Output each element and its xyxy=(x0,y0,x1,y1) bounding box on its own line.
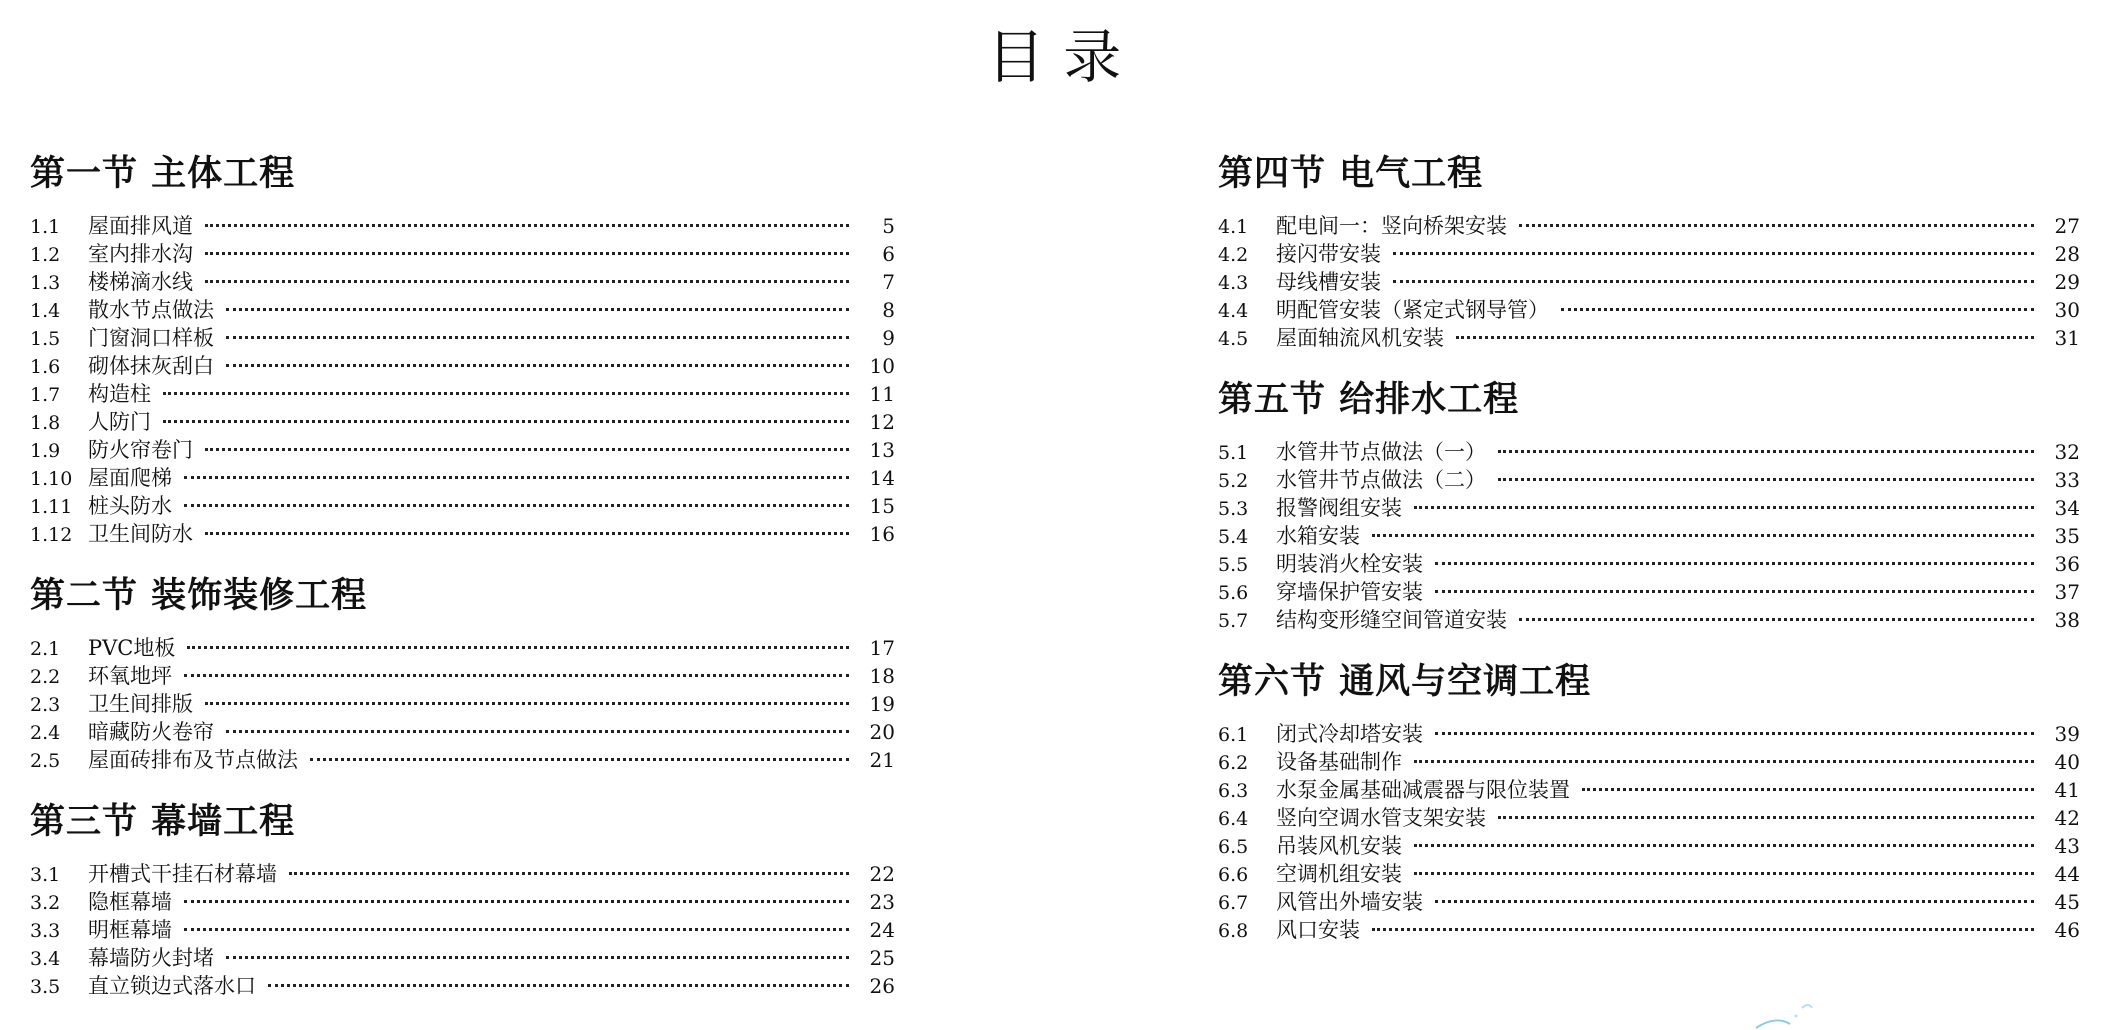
toc-entry[interactable] xyxy=(30,436,895,464)
entry-page-number: 25 xyxy=(869,946,895,970)
toc-entry[interactable] xyxy=(1218,916,2080,944)
toc-entry[interactable] xyxy=(1218,268,2080,296)
entry-title: 风管出外墙安装 xyxy=(1276,890,1423,914)
dot-leader xyxy=(1435,732,2034,735)
toc-entry[interactable] xyxy=(30,520,895,548)
entry-page-number: 32 xyxy=(2054,440,2080,464)
entry-number: 1.12 xyxy=(30,524,73,546)
entry-page-number: 12 xyxy=(869,410,895,434)
dot-leader xyxy=(226,364,849,367)
toc-entry-list xyxy=(1218,438,2080,634)
leaf-decoration-icon xyxy=(1750,998,1820,1030)
toc-entry[interactable] xyxy=(30,916,895,944)
toc-entry[interactable] xyxy=(1218,720,2080,748)
dot-leader xyxy=(226,730,849,733)
toc-entry-list xyxy=(30,634,895,774)
entry-page-number: 24 xyxy=(869,918,895,942)
entry-number: 5.2 xyxy=(1218,470,1249,492)
entry-title: 桩头防水 xyxy=(88,494,172,518)
entry-page-number: 30 xyxy=(2054,298,2080,322)
entry-page-number: 8 xyxy=(882,298,895,322)
entry-page-number: 14 xyxy=(869,466,895,490)
entry-title: 穿墙保护管安装 xyxy=(1276,580,1423,604)
dot-leader xyxy=(205,532,849,535)
toc-entry[interactable] xyxy=(30,352,895,380)
entry-title: 门窗洞口样板 xyxy=(88,326,214,350)
toc-entry[interactable] xyxy=(1218,466,2080,494)
entry-page-number: 41 xyxy=(2054,778,2080,802)
entry-page-number: 17 xyxy=(869,636,895,660)
entry-page-number: 45 xyxy=(2054,890,2080,914)
toc-entry[interactable] xyxy=(30,944,895,972)
dot-leader xyxy=(226,336,849,339)
toc-entry[interactable] xyxy=(30,888,895,916)
entry-number: 6.6 xyxy=(1218,864,1249,886)
entry-number: 1.5 xyxy=(30,328,61,350)
toc-entry[interactable] xyxy=(1218,860,2080,888)
entry-page-number: 42 xyxy=(2054,806,2080,830)
entry-title: 明配管安装（紧定式钢导管） xyxy=(1276,298,1549,322)
toc-entry[interactable] xyxy=(30,860,895,888)
dot-leader xyxy=(1582,788,2034,791)
entry-title: 明装消火栓安装 xyxy=(1276,552,1423,576)
entry-page-number: 29 xyxy=(2054,270,2080,294)
toc-section xyxy=(1218,148,2080,352)
entry-page-number: 20 xyxy=(869,720,895,744)
entry-title: 水箱安装 xyxy=(1276,524,1360,548)
dot-leader xyxy=(1519,618,2034,621)
entry-title: PVC地板 xyxy=(88,636,176,660)
dot-leader xyxy=(1456,336,2034,339)
toc-entry[interactable] xyxy=(1218,494,2080,522)
entry-title: 水管井节点做法（一） xyxy=(1276,440,1486,464)
entry-title: 室内排水沟 xyxy=(88,242,193,266)
entry-title: 人防门 xyxy=(88,410,151,434)
toc-entry[interactable] xyxy=(30,380,895,408)
entry-number: 5.5 xyxy=(1218,554,1249,576)
toc-entry[interactable] xyxy=(30,464,895,492)
dot-leader xyxy=(1372,534,2034,537)
toc-section xyxy=(30,570,895,774)
entry-page-number: 5 xyxy=(882,214,895,238)
entry-page-number: 46 xyxy=(2054,918,2080,942)
entry-number: 1.4 xyxy=(30,300,61,322)
entry-title: 吊装风机安装 xyxy=(1276,834,1402,858)
dot-leader xyxy=(1414,506,2034,509)
entry-title: 水泵金属基础减震器与限位装置 xyxy=(1276,778,1570,802)
toc-entry[interactable] xyxy=(30,972,895,1000)
entry-page-number: 27 xyxy=(2054,214,2080,238)
entry-number: 2.4 xyxy=(30,722,61,744)
entry-page-number: 18 xyxy=(869,664,895,688)
dot-leader xyxy=(1414,760,2034,763)
entry-number: 1.11 xyxy=(30,496,73,518)
toc-entry[interactable] xyxy=(1218,804,2080,832)
entry-number: 5.4 xyxy=(1218,526,1249,548)
entry-page-number: 9 xyxy=(882,326,895,350)
entry-number: 6.3 xyxy=(1218,780,1249,802)
entry-title: 构造柱 xyxy=(88,382,151,406)
entry-title: 环氧地坪 xyxy=(88,664,172,688)
toc-entry[interactable] xyxy=(1218,240,2080,268)
dot-leader xyxy=(205,448,849,451)
toc-entry[interactable] xyxy=(30,296,895,324)
entry-number: 3.4 xyxy=(30,948,61,970)
dot-leader xyxy=(187,646,849,649)
entry-number: 4.3 xyxy=(1218,272,1249,294)
entry-title: 风口安装 xyxy=(1276,918,1360,942)
entry-page-number: 11 xyxy=(869,382,895,406)
entry-page-number: 7 xyxy=(882,270,895,294)
entry-title: 结构变形缝空间管道安装 xyxy=(1276,608,1507,632)
toc-entry-list xyxy=(1218,212,2080,352)
entry-title: 屋面轴流风机安装 xyxy=(1276,326,1444,350)
entry-number: 5.6 xyxy=(1218,582,1249,604)
entry-number: 6.7 xyxy=(1218,892,1249,914)
entry-page-number: 31 xyxy=(2054,326,2080,350)
entry-title: 屋面砖排布及节点做法 xyxy=(88,748,298,772)
entry-page-number: 13 xyxy=(869,438,895,462)
entry-number: 3.5 xyxy=(30,976,61,998)
entry-page-number: 37 xyxy=(2054,580,2080,604)
entry-title: 报警阀组安装 xyxy=(1276,496,1402,520)
entry-number: 5.1 xyxy=(1218,442,1249,464)
toc-entry[interactable] xyxy=(1218,578,2080,606)
dot-leader xyxy=(1435,900,2034,903)
entry-page-number: 10 xyxy=(869,354,895,378)
entry-number: 6.4 xyxy=(1218,808,1249,830)
dot-leader xyxy=(205,224,849,227)
dot-leader xyxy=(226,308,849,311)
dot-leader xyxy=(289,872,849,875)
toc-entry[interactable] xyxy=(1218,832,2080,860)
page-title: 目 录 xyxy=(986,23,1122,91)
entry-title: 开槽式干挂石材幕墙 xyxy=(88,862,277,886)
entry-number: 6.1 xyxy=(1218,724,1249,746)
section-heading: 第六节 通风与空调工程 xyxy=(1218,662,1592,702)
entry-title: 设备基础制作 xyxy=(1276,750,1402,774)
entry-title: 母线槽安装 xyxy=(1276,270,1381,294)
entry-title: 空调机组安装 xyxy=(1276,862,1402,886)
entry-page-number: 26 xyxy=(869,974,895,998)
entry-number: 4.5 xyxy=(1218,328,1249,350)
dot-leader xyxy=(226,956,849,959)
dot-leader xyxy=(1414,872,2034,875)
toc-entry[interactable] xyxy=(1218,296,2080,324)
entry-title: 散水节点做法 xyxy=(88,298,214,322)
dot-leader xyxy=(184,928,849,931)
entry-title: 闭式冷却塔安装 xyxy=(1276,722,1423,746)
dot-leader xyxy=(1561,308,2034,311)
toc-entry[interactable] xyxy=(1218,522,2080,550)
section-heading: 第一节 主体工程 xyxy=(30,154,296,194)
entry-title: 水管井节点做法（二） xyxy=(1276,468,1486,492)
entry-page-number: 43 xyxy=(2054,834,2080,858)
entry-number: 5.3 xyxy=(1218,498,1249,520)
entry-page-number: 21 xyxy=(869,748,895,772)
toc-entry[interactable] xyxy=(1218,438,2080,466)
entry-number: 1.10 xyxy=(30,468,73,490)
entry-title: 竖向空调水管支架安装 xyxy=(1276,806,1486,830)
toc-entry[interactable] xyxy=(1218,212,2080,240)
entry-title: 隐框幕墙 xyxy=(88,890,172,914)
toc-entry[interactable] xyxy=(1218,550,2080,578)
section-heading: 第二节 装饰装修工程 xyxy=(30,576,368,616)
entry-number: 2.3 xyxy=(30,694,61,716)
entry-title: 楼梯滴水线 xyxy=(88,270,193,294)
entry-title: 卫生间排版 xyxy=(88,692,193,716)
dot-leader xyxy=(1435,590,2034,593)
entry-number: 1.3 xyxy=(30,272,61,294)
entry-page-number: 19 xyxy=(869,692,895,716)
dot-leader xyxy=(1414,844,2034,847)
section-heading: 第三节 幕墙工程 xyxy=(30,802,296,842)
dot-leader xyxy=(1498,450,2034,453)
toc-entry-list xyxy=(30,212,895,548)
entry-number: 6.8 xyxy=(1218,920,1249,942)
entry-page-number: 28 xyxy=(2054,242,2080,266)
entry-page-number: 22 xyxy=(869,862,895,886)
entry-page-number: 15 xyxy=(869,494,895,518)
entry-number: 2.2 xyxy=(30,666,61,688)
entry-title: 砌体抹灰刮白 xyxy=(88,354,214,378)
toc-entry[interactable] xyxy=(30,492,895,520)
dot-leader xyxy=(1372,928,2034,931)
toc-left-column xyxy=(30,148,895,1022)
toc-entry[interactable] xyxy=(30,212,895,240)
entry-title: 暗藏防火卷帘 xyxy=(88,720,214,744)
toc-entry-list xyxy=(30,860,895,1000)
toc-entry[interactable] xyxy=(30,690,895,718)
toc-section xyxy=(30,796,895,1000)
dot-leader xyxy=(184,900,849,903)
toc-entry[interactable] xyxy=(1218,888,2080,916)
section-heading: 第四节 电气工程 xyxy=(1218,154,1484,194)
entry-number: 1.6 xyxy=(30,356,61,378)
entry-title: 防火帘卷门 xyxy=(88,438,193,462)
toc-entry[interactable] xyxy=(30,746,895,774)
toc-entry[interactable] xyxy=(1218,324,2080,352)
dot-leader xyxy=(268,984,849,987)
entry-page-number: 16 xyxy=(869,522,895,546)
entry-title: 接闪带安装 xyxy=(1276,242,1381,266)
toc-right-column xyxy=(1218,148,2080,966)
entry-number: 1.2 xyxy=(30,244,61,266)
entry-title: 配电间一：竖向桥架安装 xyxy=(1276,214,1507,238)
dot-leader xyxy=(1498,816,2034,819)
entry-page-number: 38 xyxy=(2054,608,2080,632)
dot-leader xyxy=(184,674,849,677)
entry-title: 卫生间防水 xyxy=(88,522,193,546)
entry-number: 2.5 xyxy=(30,750,61,772)
entry-page-number: 23 xyxy=(869,890,895,914)
entry-page-number: 36 xyxy=(2054,552,2080,576)
dot-leader xyxy=(205,280,849,283)
dot-leader xyxy=(163,420,849,423)
entry-page-number: 6 xyxy=(882,242,895,266)
entry-title: 幕墙防火封堵 xyxy=(88,946,214,970)
dot-leader xyxy=(184,504,849,507)
entry-number: 1.9 xyxy=(30,440,61,462)
dot-leader xyxy=(205,252,849,255)
entry-title: 直立锁边式落水口 xyxy=(88,974,256,998)
toc-entry[interactable] xyxy=(1218,606,2080,634)
entry-number: 2.1 xyxy=(30,638,61,660)
entry-number: 1.7 xyxy=(30,384,61,406)
entry-page-number: 40 xyxy=(2054,750,2080,774)
entry-number: 4.2 xyxy=(1218,244,1249,266)
entry-page-number: 33 xyxy=(2054,468,2080,492)
entry-page-number: 35 xyxy=(2054,524,2080,548)
toc-entry[interactable] xyxy=(30,408,895,436)
toc-section xyxy=(30,148,895,548)
toc-section xyxy=(1218,656,2080,944)
toc-entry[interactable] xyxy=(30,324,895,352)
dot-leader xyxy=(1393,280,2034,283)
toc-entry[interactable] xyxy=(30,662,895,690)
toc-entry[interactable] xyxy=(30,240,895,268)
toc-entry[interactable] xyxy=(30,718,895,746)
entry-number: 6.5 xyxy=(1218,836,1249,858)
dot-leader xyxy=(163,392,849,395)
entry-page-number: 34 xyxy=(2054,496,2080,520)
dot-leader xyxy=(1519,224,2034,227)
entry-title: 屋面爬梯 xyxy=(88,466,172,490)
dot-leader xyxy=(310,758,849,761)
toc-entry[interactable] xyxy=(1218,748,2080,776)
entry-number: 3.1 xyxy=(30,864,61,886)
entry-number: 1.1 xyxy=(30,216,61,238)
entry-number: 4.4 xyxy=(1218,300,1249,322)
entry-title: 明框幕墙 xyxy=(88,918,172,942)
toc-entry-list xyxy=(1218,720,2080,944)
section-heading: 第五节 给排水工程 xyxy=(1218,380,1520,420)
entry-number: 1.8 xyxy=(30,412,61,434)
entry-number: 6.2 xyxy=(1218,752,1249,774)
toc-entry[interactable] xyxy=(1218,776,2080,804)
dot-leader xyxy=(1393,252,2034,255)
toc-entry[interactable] xyxy=(30,268,895,296)
dot-leader xyxy=(205,702,849,705)
dot-leader xyxy=(1435,562,2034,565)
dot-leader xyxy=(1498,478,2034,481)
toc-entry[interactable] xyxy=(30,634,895,662)
toc-section xyxy=(1218,374,2080,634)
entry-number: 3.3 xyxy=(30,920,61,942)
entry-number: 4.1 xyxy=(1218,216,1249,238)
entry-title: 屋面排风道 xyxy=(88,214,193,238)
dot-leader xyxy=(184,476,849,479)
entry-page-number: 39 xyxy=(2054,722,2080,746)
entry-page-number: 44 xyxy=(2054,862,2080,886)
entry-number: 3.2 xyxy=(30,892,61,914)
entry-number: 5.7 xyxy=(1218,610,1249,632)
